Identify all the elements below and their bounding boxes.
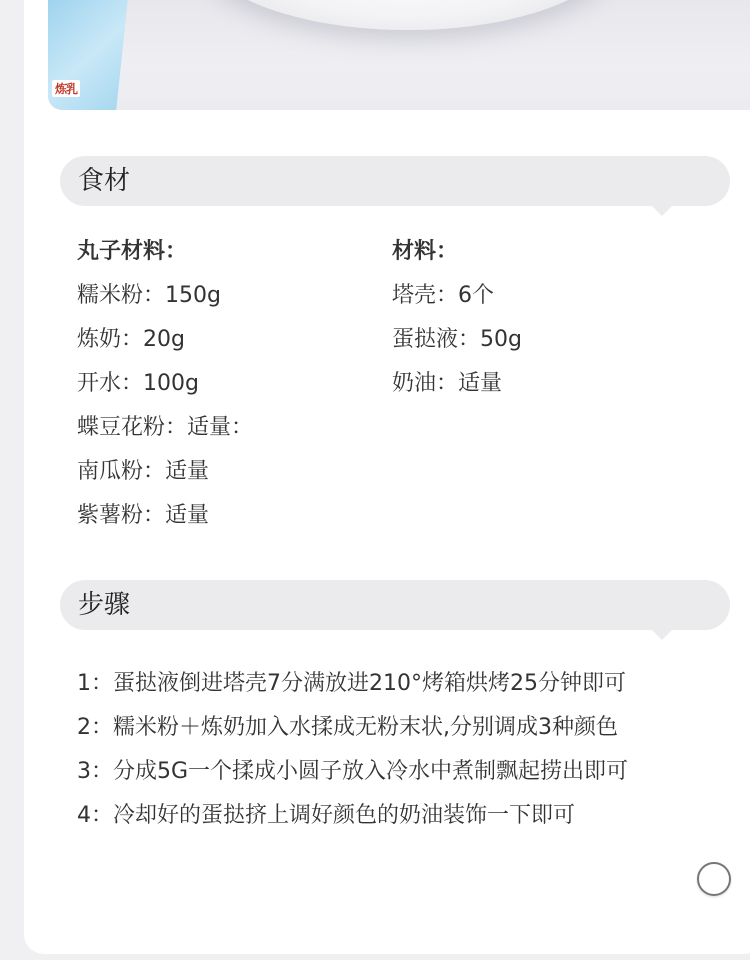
ingredient-item: 蛋挞液：50g (392, 327, 522, 352)
steps-title: 步骤 (78, 590, 131, 620)
step-item: 3：分成5G一个揉成小圆子放入冷水中煮制飘起捞出即可 (77, 759, 629, 784)
step-item: 4：冷却好的蛋挞挤上调好颜色的奶油装饰一下即可 (77, 803, 575, 828)
ingredients-column-left (77, 232, 253, 540)
ingredients-header (60, 156, 730, 206)
ingredients-column-right (392, 232, 522, 408)
recipe-card (24, 0, 750, 954)
ingredients-title: 食材 (78, 166, 131, 196)
steps-list (77, 664, 628, 840)
floating-circle-button[interactable] (697, 862, 731, 896)
plate-image (198, 0, 618, 30)
ingredient-item: 紫薯粉：适量 (77, 503, 210, 528)
ingredient-item: 南瓜粉：适量 (77, 459, 210, 484)
package-label: 炼乳 (52, 80, 80, 97)
ingredient-item: 开水：100g (77, 371, 199, 396)
ingredients-group-header: 材料： (392, 239, 459, 264)
step-item: 1：蛋挞液倒进塔壳7分满放进210°烤箱烘烤25分钟即可 (77, 671, 626, 696)
ingredient-item: 奶油：适量 (392, 371, 503, 396)
ingredient-item: 炼奶：20g (77, 327, 185, 352)
header-tail-icon (652, 206, 672, 216)
recipe-photo (48, 0, 750, 110)
step-item: 2：糯米粉＋炼奶加入水揉成无粉末状,分别调成3种颜色 (77, 715, 618, 740)
steps-header (60, 580, 730, 630)
ingredient-item: 糯米粉：150g (77, 283, 221, 308)
ingredient-item: 蝶豆花粉：适量： (77, 415, 254, 440)
header-tail-icon (652, 630, 672, 640)
ingredient-item: 塔壳：6个 (392, 283, 494, 308)
ingredients-group-header: 丸子材料： (77, 239, 188, 264)
